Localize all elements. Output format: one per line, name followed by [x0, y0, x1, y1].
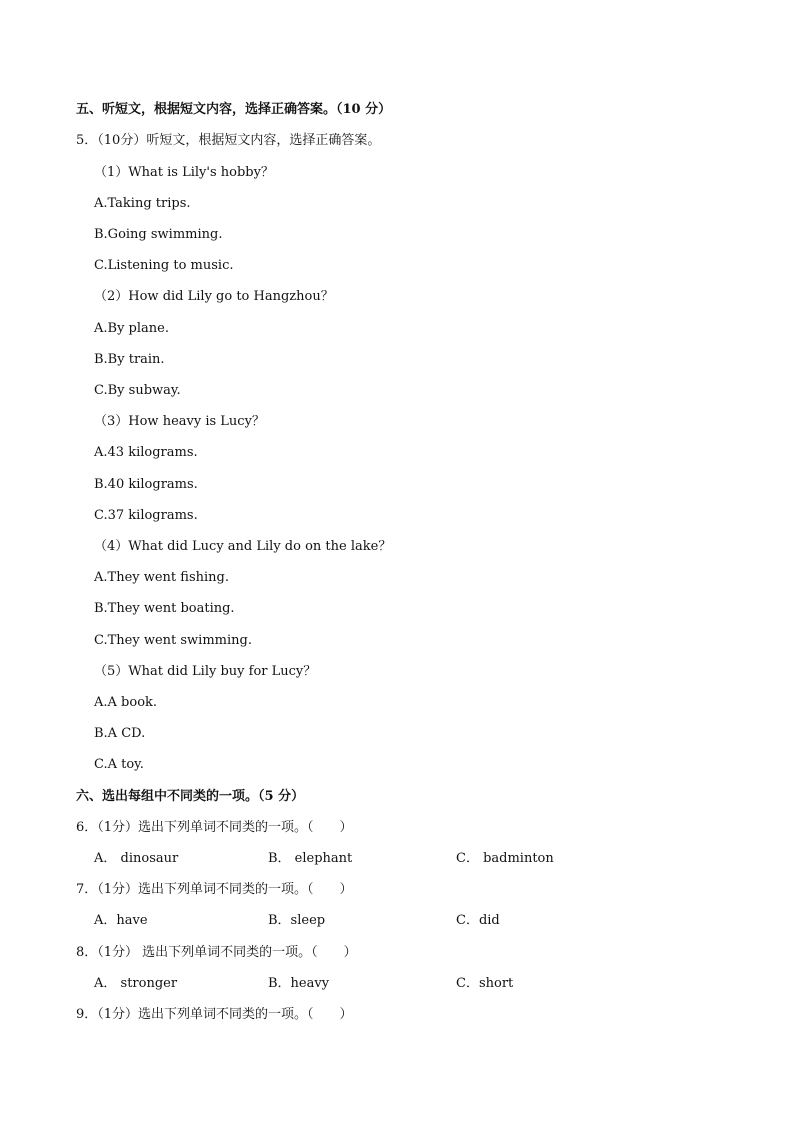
option-2a: A.By plane. [94, 321, 169, 336]
choice-7a: A．have [94, 913, 148, 928]
section-5-heading: 五、听短文，根据短文内容，选择正确答案。（10 分） [76, 102, 392, 117]
choice-6a: A． dinosaur [94, 851, 179, 866]
question-9: 9．（1分）选出下列单词不同类的一项。（ ） [76, 1007, 353, 1022]
option-4a: A.They went fishing. [94, 570, 229, 585]
subquestion-1: （1）What is Lily's hobby？ [94, 165, 274, 180]
subquestion-5: （5）What did Lily buy for Lucy？ [94, 664, 317, 679]
option-5c: C.A toy. [94, 757, 144, 772]
option-4c: C.They went swimming. [94, 633, 252, 648]
question-8: 8．（1分） 选出下列单词不同类的一项。（ ） [76, 945, 357, 960]
choice-8a: A． stronger [94, 976, 178, 991]
option-5a: A.A book. [94, 695, 158, 710]
section-6-heading: 六、选出每组中不同类的一项。（5 分） [76, 789, 305, 804]
question-6: 6．（1分）选出下列单词不同类的一项。（ ） [76, 820, 353, 835]
option-3c: C.37 kilograms. [94, 508, 198, 523]
option-3b: B.40 kilograms. [94, 477, 198, 492]
choice-6b: B． elephant [268, 851, 353, 866]
choice-7c: C．did [456, 913, 500, 928]
option-3a: A.43 kilograms. [94, 445, 198, 460]
option-1b: B.Going swimming. [94, 227, 223, 242]
option-1a: A.Taking trips. [94, 196, 191, 211]
subquestion-2: （2）How did Lily go to Hangzhou？ [94, 289, 334, 304]
subquestion-4: （4）What did Lucy and Lily do on the lake？ [94, 539, 392, 554]
choice-6c: C． badminton [456, 851, 554, 866]
option-1c: C.Listening to music. [94, 258, 234, 273]
question-7: 7．（1分）选出下列单词不同类的一项。（ ） [76, 882, 353, 897]
choice-8c: C．short [456, 976, 514, 991]
option-2b: B.By train. [94, 352, 165, 367]
subquestion-3: （3）How heavy is Lucy？ [94, 414, 265, 429]
option-4b: B.They went boating. [94, 601, 235, 616]
choice-8b: B．heavy [268, 976, 330, 991]
choice-7b: B．sleep [268, 913, 326, 928]
option-2c: C.By subway. [94, 383, 181, 398]
option-5b: B.A CD. [94, 726, 146, 741]
question-5: 5．（10分）听短文，根据短文内容，选择正确答案。 [76, 133, 381, 148]
